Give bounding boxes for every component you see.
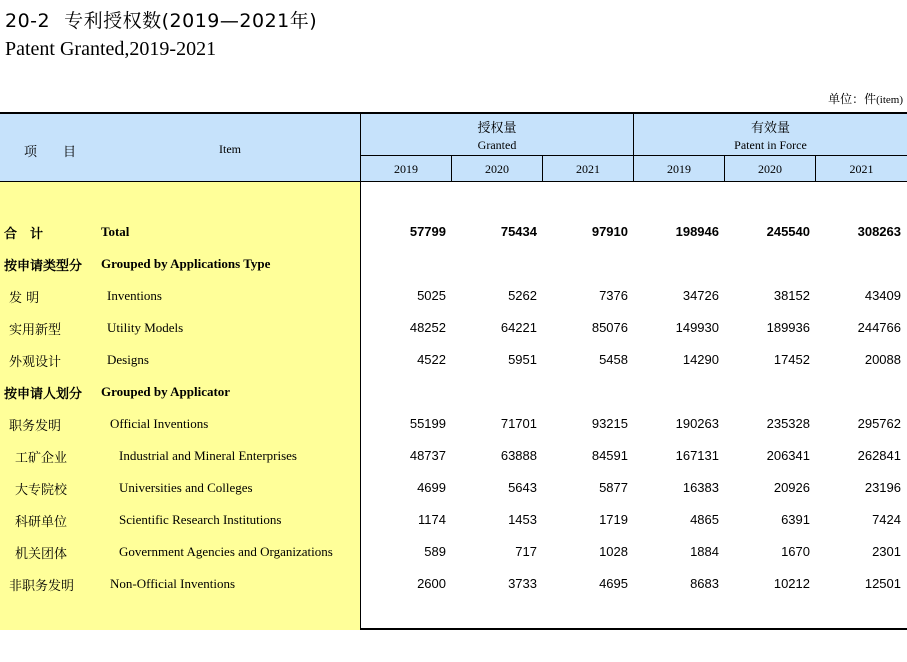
row-label-en: Grouped by Applications Type	[101, 256, 271, 271]
cell-value: 10212	[773, 576, 810, 591]
row-label-en: Scientific Research Institutions	[119, 512, 282, 527]
cell-value: 16383	[682, 480, 719, 495]
cell-value: 1174	[418, 512, 446, 527]
header-item-cn: 项 目	[23, 145, 76, 160]
header-year-inforce-2020: 2020	[758, 162, 782, 176]
cell-value: 4699	[417, 480, 446, 495]
cell-value: 12501	[864, 576, 901, 591]
cell-value: 5877	[599, 480, 628, 495]
header-year-inforce-2019: 2019	[667, 162, 691, 176]
cell-value: 1884	[690, 544, 719, 559]
table-row	[0, 415, 907, 435]
row-label-cn: 外观设计	[9, 355, 62, 370]
cell-value: 245540	[766, 224, 810, 239]
cell-value: 5643	[508, 480, 537, 495]
cell-value: 2600	[417, 576, 446, 591]
cell-value: 23196	[864, 480, 901, 495]
table-row-group-heading	[0, 383, 907, 403]
cell-value: 71701	[500, 416, 537, 431]
cell-value: 1453	[508, 512, 537, 527]
page-title-cn	[5, 6, 317, 33]
header-item-en: Item	[219, 142, 241, 156]
cell-value: 93215	[591, 416, 628, 431]
row-label-en: Inventions	[107, 288, 162, 303]
cell-value: 244766	[857, 320, 901, 335]
table-row	[0, 511, 907, 531]
table-row	[0, 575, 907, 595]
header-year-granted-2020: 2020	[485, 162, 509, 176]
table-row-group-heading	[0, 255, 907, 275]
cell-value: 57799	[409, 224, 446, 239]
row-label-cn: 非职务发明	[9, 579, 75, 594]
cell-value: 4695	[599, 576, 628, 591]
table-row	[0, 543, 907, 563]
cell-value: 34726	[682, 288, 719, 303]
unit-label	[828, 90, 903, 107]
row-label-cn: 大专院校	[15, 483, 68, 498]
table-row	[0, 479, 907, 499]
cell-value: 55199	[409, 416, 446, 431]
divider-year	[451, 156, 452, 182]
header-inforce-cn: 有效量	[750, 121, 790, 136]
cell-value: 167131	[675, 448, 719, 463]
row-label-en: Utility Models	[107, 320, 184, 335]
row-label-en: Non-Official Inventions	[110, 576, 236, 591]
cell-value: 235328	[766, 416, 810, 431]
cell-value: 38152	[773, 288, 810, 303]
row-label-cn: 工矿企业	[15, 451, 68, 466]
divider-group	[633, 114, 634, 182]
cell-value: 63888	[500, 448, 537, 463]
cell-value: 3733	[508, 576, 537, 591]
cell-value: 5262	[508, 288, 537, 303]
table-row	[0, 351, 907, 371]
divider-header-bottom	[0, 181, 907, 182]
cell-value: 190263	[675, 416, 719, 431]
divider-year	[724, 156, 725, 182]
cell-value: 14290	[682, 352, 719, 367]
divider-header-mid	[361, 155, 907, 156]
unit-en: (item)	[876, 94, 903, 106]
row-label-en: Government Agencies and Organizations	[119, 544, 333, 559]
cell-value: 2301	[872, 544, 901, 559]
cell-value: 149930	[675, 320, 719, 335]
cell-value: 4865	[690, 512, 719, 527]
table-row	[0, 287, 907, 307]
divider-year	[815, 156, 816, 182]
cell-value: 589	[424, 544, 446, 559]
cell-value: 198946	[675, 224, 719, 239]
title-cn-text: 专利授权数(2019—2021年)	[64, 10, 318, 32]
divider-year	[542, 156, 543, 182]
row-label-cn: 机关团体	[15, 547, 68, 562]
row-label-en: Total	[101, 224, 130, 239]
row-label-en: Industrial and Mineral Enterprises	[119, 448, 297, 463]
cell-value: 295762	[857, 416, 901, 431]
header-granted-en: Granted	[477, 138, 517, 152]
table-row	[0, 447, 907, 467]
cell-value: 84591	[591, 448, 628, 463]
cell-value: 48737	[409, 448, 446, 463]
cell-value: 85076	[591, 320, 628, 335]
cell-value: 206341	[766, 448, 810, 463]
cell-value: 7424	[872, 512, 901, 527]
cell-value: 4522	[417, 352, 446, 367]
cell-value: 7376	[599, 288, 628, 303]
cell-value: 1028	[599, 544, 628, 559]
row-label-cn: 按申请类型分	[4, 259, 83, 274]
cell-value: 75434	[500, 224, 537, 239]
row-label-cn: 按申请人划分	[4, 387, 83, 402]
unit-cn: 单位：件	[828, 92, 877, 106]
row-label-cn: 职务发明	[9, 419, 62, 434]
cell-value: 5025	[417, 288, 446, 303]
cell-value: 97910	[591, 224, 628, 239]
cell-value: 8683	[690, 576, 719, 591]
table-number: 20-2	[5, 10, 51, 32]
cell-value: 189936	[766, 320, 810, 335]
row-label-cn: 发 明	[9, 291, 40, 306]
cell-value: 262841	[857, 448, 901, 463]
row-label-cn: 科研单位	[15, 515, 68, 530]
header-granted-cn: 授权量	[477, 121, 517, 136]
row-label-en: Grouped by Applicator	[101, 384, 231, 399]
page-title-en: Patent Granted,2019-2021	[5, 38, 217, 60]
cell-value: 717	[515, 544, 537, 559]
table-row	[0, 319, 907, 339]
cell-value: 308263	[857, 224, 901, 239]
header-inforce-en: Patent in Force	[734, 138, 807, 152]
cell-value: 1719	[599, 512, 628, 527]
cell-value: 6391	[781, 512, 810, 527]
row-label-en: Universities and Colleges	[119, 480, 253, 495]
header-year-granted-2021: 2021	[576, 162, 600, 176]
row-label-cn: 合 计	[4, 227, 44, 242]
header-year-granted-2019: 2019	[394, 162, 418, 176]
cell-value: 20926	[773, 480, 810, 495]
cell-value: 43409	[864, 288, 901, 303]
table-row-total	[0, 223, 907, 243]
cell-value: 20088	[864, 352, 901, 367]
cell-value: 1670	[781, 544, 810, 559]
row-label-en: Designs	[107, 352, 149, 367]
cell-value: 5951	[508, 352, 537, 367]
cell-value: 64221	[500, 320, 537, 335]
cell-value: 17452	[773, 352, 810, 367]
cell-value: 5458	[599, 352, 628, 367]
header-year-inforce-2021: 2021	[849, 162, 874, 176]
row-label-en: Official Inventions	[110, 416, 209, 431]
row-label-cn: 实用新型	[9, 323, 62, 338]
cell-value: 48252	[409, 320, 446, 335]
data-table	[0, 112, 907, 630]
